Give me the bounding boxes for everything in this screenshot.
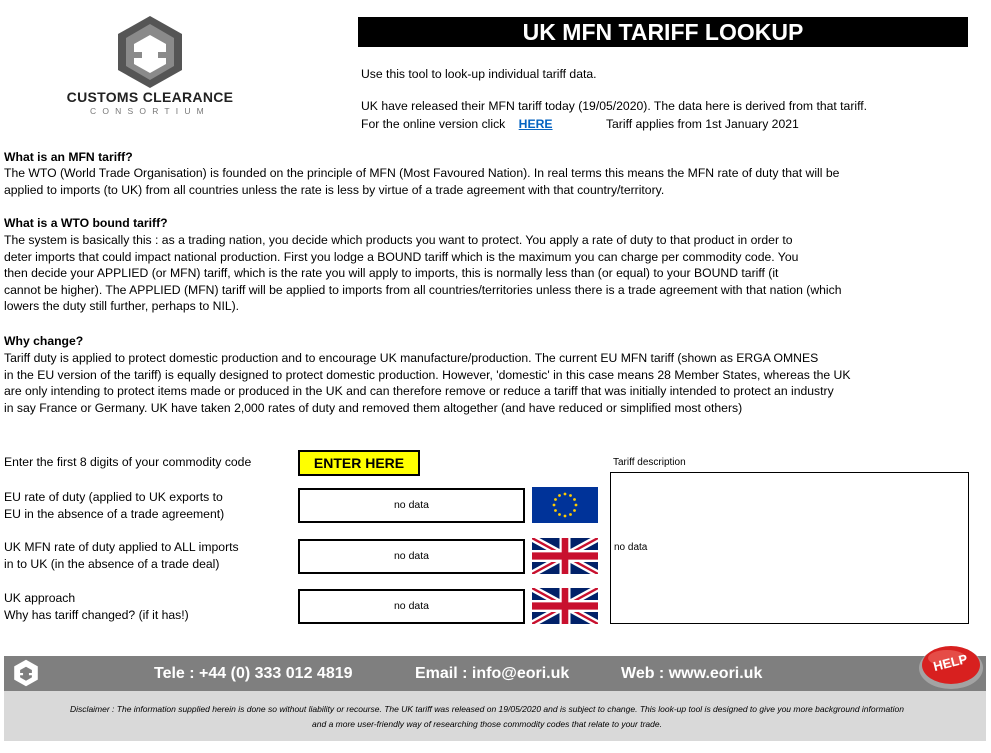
commodity-code-prompt: Enter the first 8 digits of your commodity code <box>4 455 252 469</box>
tariff-description-label: Tariff description <box>613 457 686 468</box>
uk-flag-icon <box>532 538 598 574</box>
text-line: cannot be higher). The APPLIED (MFN) tariff will be applied to imports from all countries/territories unless there is a trade agreement with that nation (which <box>4 282 842 297</box>
uk-approach-label-line: UK approach <box>4 591 76 605</box>
text-line: applied to imports (to UK) from all countries unless the rate is less by virtue of a trade agreement with that country/territory. <box>4 182 665 197</box>
text-line: in the EU version of the tariff) is equally designed to protect domestic production. However, 'domestic' in this case means 28 Member States, whereas the UK <box>4 367 851 382</box>
tariff-description-box <box>610 472 969 624</box>
eu-rate-field: no data <box>298 488 525 523</box>
text-line: are only intending to protect items made or produced in the UK and can therefore remove or reduce a tariff that was initially intended to protect an industry <box>4 384 834 399</box>
disclaimer-text <box>4 702 970 732</box>
footer-web[interactable]: Web : www.eori.uk <box>621 665 763 682</box>
section-text-wto <box>4 232 842 315</box>
logo-mark-icon <box>112 14 188 90</box>
uk-mfn-rate-label <box>4 539 239 572</box>
text-line: in say France or Germany. UK have taken 2,000 rates of duty and removed them altogether (and have reduced or simplified most others) <box>4 400 743 415</box>
text-line: The system is basically this : as a trading nation, you decide which products you want to protect. You apply a rate of duty to that product in order to <box>4 233 793 247</box>
eu-rate-label <box>4 489 224 522</box>
logo-subtitle: CONSORTIUM <box>90 106 210 116</box>
release-text: UK have released their MFN tariff today (19/05/2020). The data here is derived from that tariff. <box>361 99 868 113</box>
help-icon[interactable] <box>917 641 985 691</box>
uk-mfn-rate-label-line: UK MFN rate of duty applied to ALL imports <box>4 540 239 554</box>
page-title: UK MFN TARIFF LOOKUP <box>358 17 968 47</box>
footer-email[interactable]: Email : info@eori.uk <box>415 665 570 682</box>
text-line: lowers the duty still further, perhaps to NIL). <box>4 299 240 314</box>
logo-name: CUSTOMS CLEARANCE <box>66 89 234 105</box>
intro-text: Use this tool to look-up individual tariff data. <box>361 67 597 81</box>
section-heading-wto: What is a WTO bound tariff? <box>4 216 168 230</box>
applies-from-text: Tariff applies from 1st January 2021 <box>605 117 799 131</box>
footer-telephone: Tele : +44 (0) 333 012 4819 <box>154 665 353 682</box>
disclaimer-line: Disclaimer : The information supplied herein is done so without liability or recourse. The UK tariff was released on 19/05/2020 and is subject to change. This look-up tool is designed to give you more background information <box>70 704 904 714</box>
text-line: then decide your APPLIED (or MFN) tariff, which is the rate you will apply to imports, this is normally less than (or equal) to your BOUND tariff (it <box>4 266 779 281</box>
uk-approach-label <box>4 590 189 623</box>
online-version-text <box>361 116 799 133</box>
section-text-mfn <box>4 165 839 198</box>
section-text-why <box>4 350 850 416</box>
uk-approach-label-line: Why has tariff changed? (if it has!) <box>4 607 189 622</box>
uk-flag-icon <box>532 588 598 624</box>
eu-flag-icon <box>532 487 598 523</box>
help-label[interactable]: HELP <box>931 651 970 675</box>
text-line: The WTO (World Trade Organisation) is founded on the principle of MFN (Most Favoured Nation). In real terms this means the MFN rate of duty that will be <box>4 166 840 180</box>
eu-rate-label-line: EU rate of duty (applied to UK exports to <box>4 490 223 504</box>
uk-mfn-rate-field: no data <box>298 539 525 574</box>
uk-approach-field: no data <box>298 589 525 624</box>
enter-commodity-code-button[interactable]: ENTER HERE <box>298 450 420 476</box>
section-heading-mfn: What is an MFN tariff? <box>4 150 133 164</box>
here-link[interactable]: HERE <box>518 117 553 131</box>
tariff-description-value: no data <box>614 542 648 553</box>
footer-logo-icon <box>12 659 40 687</box>
text-line: Tariff duty is applied to protect domestic production and to encourage UK manufacture/production. The current EU MFN tariff (shown as ERGA OMNES <box>4 351 819 365</box>
section-heading-why: Why change? <box>4 334 84 348</box>
online-prefix: For the online version click <box>361 117 506 131</box>
eu-rate-label-line: EU in the absence of a trade agreement) <box>4 506 225 521</box>
text-line: deter imports that could impact national production. First you lodge a BOUND tariff which is the maximum you can charge per commodity code. You <box>4 249 799 264</box>
uk-mfn-rate-label-line: in to UK (in the absence of a trade deal) <box>4 556 220 571</box>
disclaimer-line: and a more user-friendly way of researching those commodity codes that relate to your trade. <box>312 719 662 729</box>
